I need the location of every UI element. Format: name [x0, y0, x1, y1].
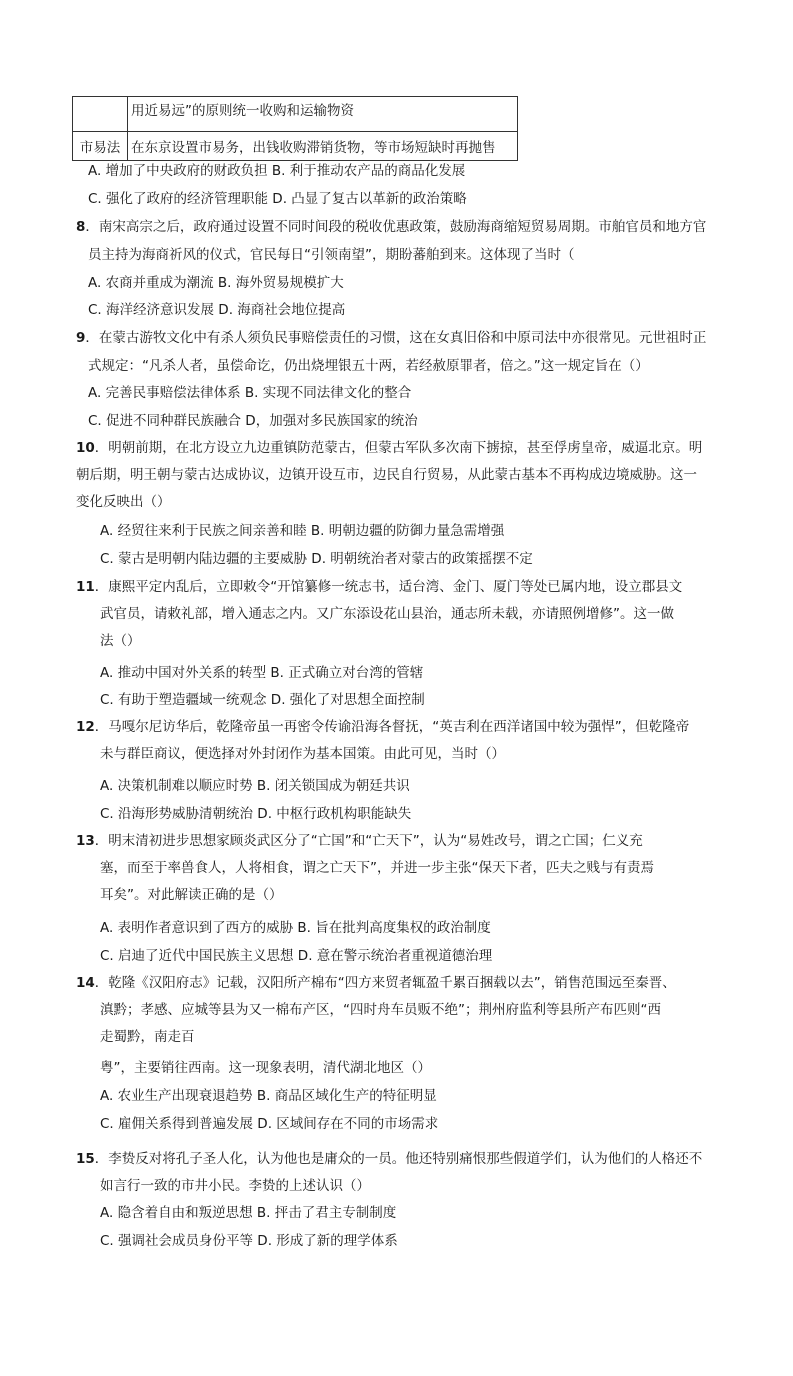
- q11-option-ab: A. 推动中国对外关系的转型 B. 正式确立对台湾的管辖: [100, 665, 424, 681]
- q7-option-ab: A. 增加了中央政府的财政负担 B. 利于推动农产品的商品化发展: [88, 163, 466, 179]
- question-8-line: 员主持为海商祈风的仪式，官民每日“引领南望”，期盼蕃舶到来。这体现了当时（: [88, 247, 575, 263]
- q8-option-ab: A. 农商并重成为潮流 B. 海外贸易规模扩大: [88, 275, 344, 291]
- q13-option-cd: C. 启迪了近代中国民族主义思想 D. 意在警示统治者重视道德治理: [100, 948, 493, 964]
- q14-option-ab: A. 农业生产出现衰退趋势 B. 商品区域化生产的特征明显: [100, 1088, 437, 1104]
- question-number: 8: [76, 219, 86, 235]
- q13-option-ab: A. 表明作者意识到了西方的威胁 B. 旨在批判高度集权的政治制度: [100, 920, 491, 936]
- table-cell-label: [73, 97, 128, 132]
- question-number: 11: [76, 579, 95, 595]
- q7-option-cd: C. 强化了政府的经济管理职能 D. 凸显了复古以革新的政治策略: [88, 191, 467, 207]
- q9-option-cd: C. 促进不同种群民族融合 D，加强对多民族国家的统治: [88, 413, 418, 429]
- table-cell-label: 市易法: [73, 132, 128, 161]
- question-14-line: 走蜀黔，南走百: [100, 1029, 195, 1045]
- q15-option-cd: C. 强调社会成员身份平等 D. 形成了新的理学体系: [100, 1233, 398, 1249]
- q10-option-cd: C. 蒙古是明朝内陆边疆的主要威胁 D. 明朝统治者对蒙古的政策摇摆不定: [100, 551, 533, 567]
- question-13-line: 塞，而至于率兽食人，人将相食，谓之亡天下”，并进一步主张“保天下者，匹夫之贱与有责焉: [100, 860, 654, 876]
- question-14-line: 14．乾隆《汉阳府志》记载，汉阳所产棉布“四方来贸者辄盈千累百捆载以去”，销售范围远至秦晋、: [76, 975, 676, 991]
- question-15-line: 如言行一致的市井小民。李贽的上述认识（）: [100, 1178, 370, 1194]
- question-13-line: 13．明末清初进步思想家顾炎武区分了“亡国”和“亡天下”，认为“易姓改号，谓之亡国；仁义充: [76, 833, 643, 849]
- q12-option-cd: C. 沿海形势威胁清朝统治 D. 中枢行政机构职能缺失: [100, 806, 412, 822]
- question-10-line: 变化反映出（）: [76, 494, 171, 510]
- question-number: 13: [76, 833, 95, 849]
- q14-option-cd: C. 雇佣关系得到普遍发展 D. 区域间存在不同的市场需求: [100, 1116, 439, 1132]
- table-row: [73, 132, 518, 161]
- question-14-line: 滇黔；孝感、应城等县为又一棉布产区，“四时舟车员贩不绝”；荆州府监利等县所产布匹则“西: [100, 1002, 661, 1018]
- q12-option-ab: A. 决策机制难以顺应时势 B. 闭关锁国成为朝廷共识: [100, 778, 410, 794]
- question-14-line: 粤”，主要销往西南。这一现象表明，清代湖北地区（）: [100, 1060, 431, 1076]
- q15-option-ab: A. 隐含着自由和叛逆思想 B. 抨击了君主专制制度: [100, 1205, 397, 1221]
- question-number: 15: [76, 1151, 95, 1167]
- question-number: 9: [76, 330, 86, 346]
- question-12-line: 未与群臣商议，便选择对外封闭作为基本国策。由此可见，当时（）: [100, 746, 505, 762]
- question-number: 10: [76, 440, 95, 456]
- q8-option-cd: C. 海洋经济意识发展 D. 海商社会地位提高: [88, 302, 346, 318]
- question-10-line: 10．明朝前期，在北方设立九边重镇防范蒙古，但蒙古军队多次南下掳掠，甚至俘虏皇帝，威逼北京。明: [76, 440, 703, 456]
- table-cell-content: 用近易远”的原则统一收购和运输物资: [128, 97, 518, 132]
- q10-option-ab: A. 经贸往来利于民族之间亲善和睦 B. 明朝边疆的防御力量急需增强: [100, 523, 505, 539]
- policy-table: [72, 96, 518, 161]
- question-13-line: 耳矣”。对此解读正确的是（）: [100, 887, 283, 903]
- question-11-line: 法（）: [100, 633, 141, 649]
- question-11-line: 武官员，请敕礼部，增入通志之内。又广东添设花山县治，通志所未载，亦请照例增修”。这一做: [100, 606, 674, 622]
- question-9-line: 9．在蒙古游牧文化中有杀人须负民事赔偿责任的习惯，这在女真旧俗和中原司法中亦很常见。元世祖时正: [76, 330, 707, 346]
- table-row: [73, 97, 518, 132]
- q9-option-ab: A. 完善民事赔偿法律体系 B. 实现不同法律文化的整合: [88, 385, 412, 401]
- question-8-line: 8．南宋高宗之后，政府通过设置不同时间段的税收优惠政策，鼓励海商缩短贸易周期。市舶官员和地方官: [76, 219, 707, 235]
- question-number: 12: [76, 719, 95, 735]
- question-15-line: 15．李贽反对将孔子圣人化，认为他也是庸众的一员。他还特别痛恨那些假道学们，认为他们的人格还不: [76, 1151, 703, 1167]
- question-9-line: 式规定：“凡杀人者，虽偿命讫，仍出烧埋银五十两，若经赦原罪者，倍之。”这一规定旨在（）: [88, 358, 649, 374]
- table-cell-content: 在东京设置市易务，出钱收购滞销货物，等市场短缺时再抛售: [128, 132, 518, 161]
- q11-option-cd: C. 有助于塑造疆域一统观念 D. 强化了对思想全面控制: [100, 692, 425, 708]
- question-number: 14: [76, 975, 95, 991]
- question-12-line: 12．马嘎尔尼访华后，乾隆帝虽一再密令传谕沿海各督抚，“英吉利在西洋诸国中较为强悍”，但乾隆帝: [76, 719, 690, 735]
- question-10-line: 朝后期，明王朝与蒙古达成协议，边镇开设互市，边民自行贸易，从此蒙古基本不再构成边境威胁。这一: [76, 467, 697, 483]
- question-11-line: 11．康熙平定内乱后，立即敕令“开馆纂修一统志书，适台湾、金门、厦门等处已属内地，设立郡县文: [76, 579, 683, 595]
